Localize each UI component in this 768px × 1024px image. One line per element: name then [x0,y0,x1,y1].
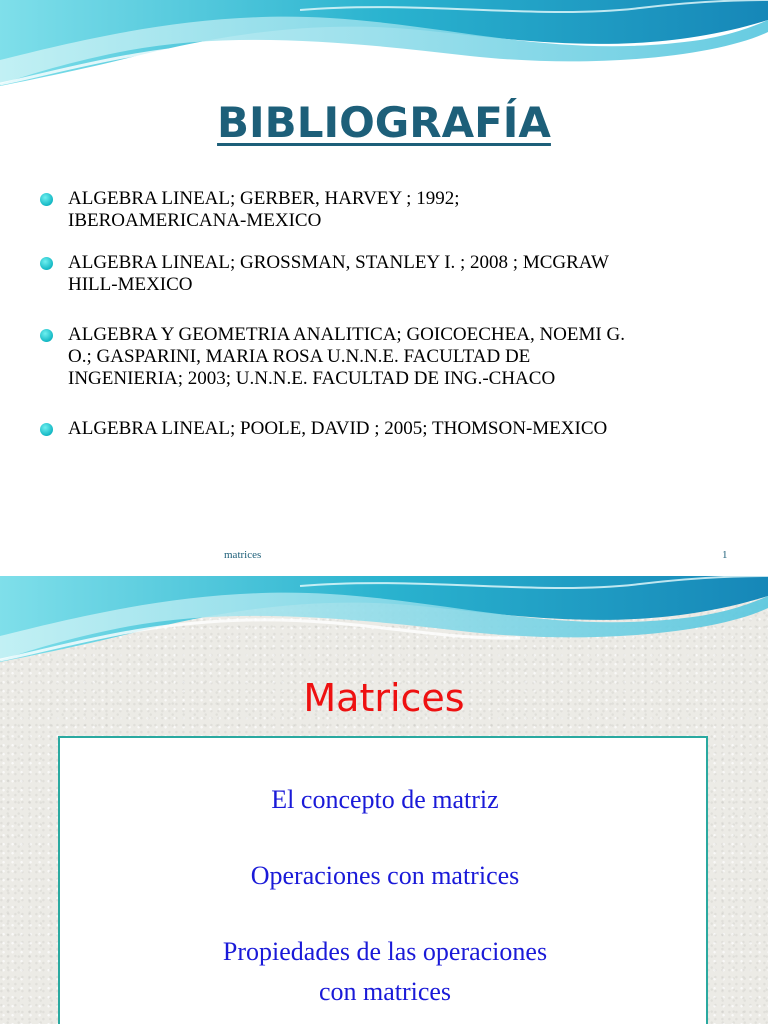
entry-line: IBEROAMERICANA-MEXICO [68,210,322,231]
bibliography-item [38,252,728,296]
section-title: Matrices [303,676,465,720]
page-number: 1 [722,549,728,561]
bibliography-item [38,324,728,390]
bibliography-item [38,418,728,440]
topics-box [58,736,708,1024]
entry-line: ALGEBRA LINEAL; GERBER, HARVEY ; 1992; [68,188,460,209]
topic-propiedades-line1: Propiedades de las operaciones [222,937,548,966]
entry-line: ALGEBRA LINEAL; GROSSMAN, STANLEY I. ; 2008 ; MCGRAW [68,252,609,273]
entry-line: ALGEBRA Y GEOMETRIA ANALITICA; GOICOECHEA, NOEMI G. [68,324,625,345]
slide-matrices [0,576,768,1024]
wave-header-decoration [0,576,768,686]
entry-line: INGENIERIA; 2003; U.N.N.E. FACULTAD DE ING.-CHACO [68,368,556,389]
wave-header-decoration [0,0,768,110]
entry-line: ALGEBRA LINEAL; POOLE, DAVID ; 2005; THOMSON-MEXICO [68,418,608,439]
cyan-dot-bullet-icon [40,193,53,206]
bibliography-list [38,188,728,440]
cyan-dot-bullet-icon [40,257,53,270]
topic-propiedades-line2: con matrices [318,977,452,1006]
entry-line: O.; GASPARINI, MARIA ROSA U.N.N.E. FACULTAD DE [68,346,531,367]
bibliography-item [38,188,728,232]
page-title: BIBLIOGRAFÍA [217,98,551,147]
entry-line: HILL-MEXICO [68,274,193,295]
cyan-dot-bullet-icon [40,329,53,342]
topic-operaciones: Operaciones con matrices [250,861,520,890]
footer-text: matrices [224,549,262,561]
topic-concepto: El concepto de matriz [271,785,499,814]
cyan-dot-bullet-icon [40,423,53,436]
